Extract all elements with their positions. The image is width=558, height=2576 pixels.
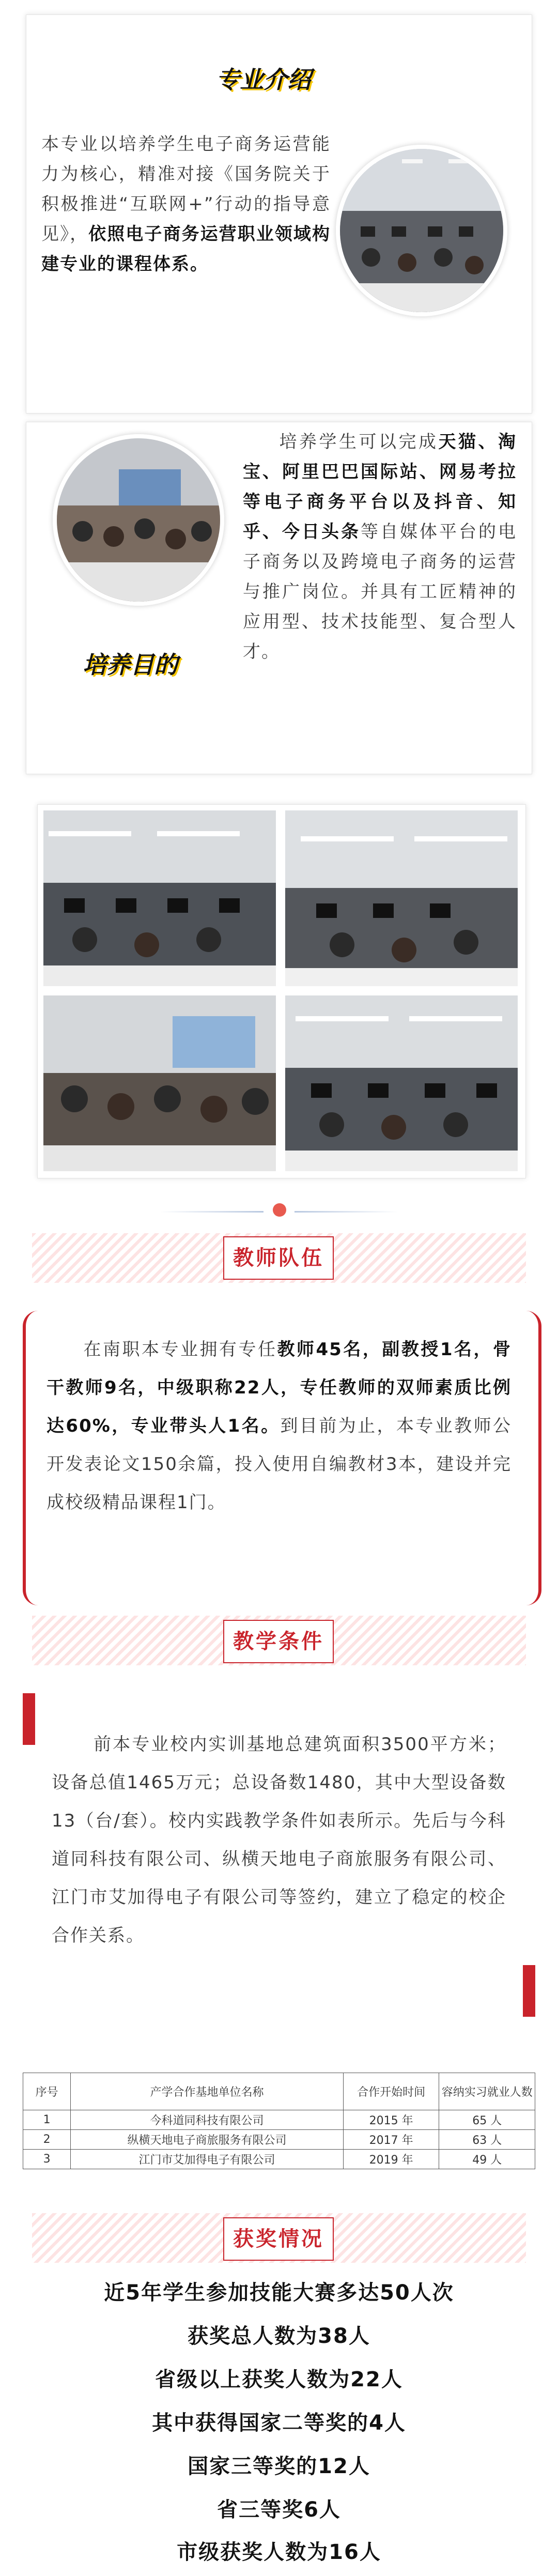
intro-text: 本专业以培养学生电子商务运营能力为核心，精准对接《国务院关于积极推进“互联网+”行动的指导意见》， — [41, 134, 331, 244]
teachers-text-1: 在南职本专业拥有专任 — [83, 1339, 277, 1360]
goal-text-2: 等自媒体平台的电子商务以及跨境电子商务的运营与推广岗位。并具有工匠精神的应用型、技术技能型、复合型人才。 — [243, 522, 517, 662]
table-cell: 65 人 — [439, 2110, 535, 2130]
table-cell: 江门市艾加得电子有限公司 — [71, 2150, 344, 2169]
conditions-text: 前本专业校内实训基地总建筑面积3500平方米；设备总值1465万元；总设备数1480，其中大型设备数13（台/套）。校内实践教学条件如表所示。先后与今科道同科技有限公司、纵横天地电子商旅服务有限公司、江门市艾加得电子有限公司等签约，建立了稳定的校企合作关系。 — [52, 1734, 506, 1946]
table-header-index: 序号 — [23, 2073, 71, 2110]
table-cell: 纵横天地电子商旅服务有限公司 — [71, 2130, 344, 2150]
award-line-4: 其中获得国家二等奖的4人 — [152, 2411, 406, 2435]
conditions-paragraph — [52, 1725, 506, 1955]
intro-text-bold: 依照电子商务运营职业领域构建专业的课程体系。 — [41, 224, 331, 274]
award-line-2: 获奖总人数为38人 — [188, 2324, 370, 2348]
lab-photo-3 — [43, 995, 276, 1171]
intro-photo — [336, 145, 507, 316]
teachers-paragraph — [47, 1330, 512, 1522]
table-cell: 今科道同科技有限公司 — [71, 2110, 344, 2130]
award-line-1: 近5年学生参加技能大赛多达50人次 — [104, 2281, 454, 2305]
intro-paragraph — [41, 129, 331, 279]
goal-title: 培养目的 — [83, 651, 178, 679]
table-header-company: 产学合作基地单位名称 — [71, 2073, 344, 2110]
award-line-7: 市级获奖人数为16人 — [177, 2540, 381, 2564]
table-cell: 63 人 — [439, 2130, 535, 2150]
divider-dot-icon — [273, 1203, 286, 1217]
table-row — [23, 2130, 535, 2150]
table-cell: 2 — [23, 2130, 71, 2150]
intro-title: 专业介绍 — [216, 66, 311, 94]
table-row — [23, 2110, 535, 2130]
table-cell: 2017 年 — [343, 2130, 439, 2150]
lab-photo-1 — [43, 810, 276, 986]
table-cell: 2019 年 — [343, 2150, 439, 2169]
teachers-text-bold: 教师45名，副教授1名，骨干教师9名，中级职称22人，专任教师的双师素质比例达60%，专业带头人1名。 — [47, 1339, 512, 1436]
conditions-right-bar — [523, 1965, 535, 2017]
teachers-title: 教师队伍 — [223, 1236, 334, 1280]
award-line-6: 省三等奖6人 — [217, 2498, 341, 2522]
table-header-start: 合作开始时间 — [343, 2073, 439, 2110]
award-line-3: 省级以上获奖人数为22人 — [155, 2368, 403, 2391]
goal-paragraph — [243, 422, 517, 667]
teachers-text-2: 到目前为止，本专业教师公开发表论文150余篇，投入使用自编教材3本，建设并完成校级精品课程1门。 — [47, 1416, 512, 1513]
conditions-left-bar — [23, 1693, 35, 1745]
goal-photo — [53, 434, 224, 606]
goal-text-bold: 天猫、淘宝、阿里巴巴国际站、网易考拉等电子商务平台以及抖音、知乎、今日头条 — [243, 432, 517, 542]
goal-text-1: 培养学生可以完成 — [278, 432, 439, 452]
awards-title: 获奖情况 — [223, 2217, 334, 2261]
table-cell: 2015 年 — [343, 2110, 439, 2130]
lab-photo-2 — [285, 810, 518, 986]
lab-photo-4 — [285, 995, 518, 1171]
table-header-capacity: 容纳实习就业人数 — [439, 2073, 535, 2110]
award-line-5: 国家三等奖的12人 — [188, 2455, 370, 2478]
table-cell: 3 — [23, 2150, 71, 2169]
conditions-title: 教学条件 — [223, 1620, 334, 1663]
partner-table — [23, 2073, 535, 2169]
table-row — [23, 2150, 535, 2169]
table-cell: 1 — [23, 2110, 71, 2130]
table-cell: 49 人 — [439, 2150, 535, 2169]
